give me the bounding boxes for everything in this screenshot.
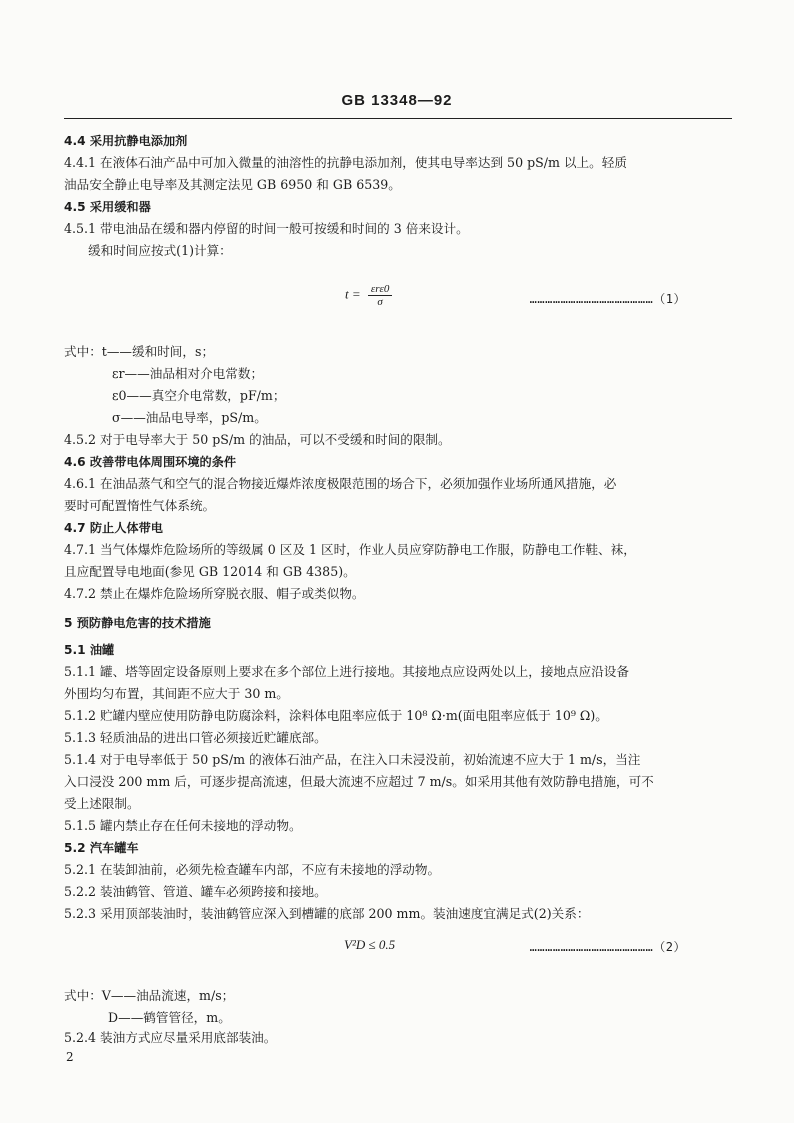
paragraph-line: 油品安全静止电导率及其测定法见 GB 6950 和 GB 6539。 [64,177,401,192]
formula-1-denominator: σ [377,296,383,308]
formula-1-lhs: t = [345,286,361,302]
paragraph-line: 5.1.2 贮罐内壁应使用防静电防腐涂料，涂料体电阻率应低于 10⁸ Ω·m(面电阻率应低于 10⁹ Ω)。 [64,708,608,723]
paragraph-line: 4.6.1 在油品蒸气和空气的混合物接近爆炸浓度极限范围的场合下，必须加强作业场所通风措施，必 [64,476,617,491]
paragraph-line: 入口浸没 200 mm 后，可逐步提高流速，但最大流速不应超过 7 m/s。如采用其他有效防静电措施，可不 [64,774,654,789]
formula-2-number: …………………………………………（2） [529,940,686,954]
paragraph-line: 5.2.4 装油方式应尽量采用底部装油。 [64,1030,277,1045]
paragraph-line: 受上述限制。 [64,796,140,811]
paragraph-line: 5.1.5 罐内禁止存在任何未接地的浮动物。 [64,818,302,833]
standard-header: GB 13348—92 [341,92,453,109]
where-label [64,342,732,362]
section-5-2-heading: 5.2 汽车罐车 [64,841,139,855]
where-prefix: 式中： [64,988,102,1003]
where-prefix: 式中： [64,344,102,359]
formula-2: V²D ≤ 0.5 [344,937,396,952]
formula-1 [345,283,392,308]
header-rule [64,118,732,119]
paragraph-line: 4.5.1 带电油品在缓和器内停留的时间一般可按缓和时间的 3 倍来设计。 [64,221,469,236]
formula-1-fraction [368,283,392,308]
formula-1-numerator: εrε0 [368,283,392,296]
paragraph-line: 外围均匀布置，其间距不应大于 30 m。 [64,686,289,701]
paragraph-line: 5.1.4 对于电导率低于 50 pS/m 的液体石油产品，在注入口未浸没前，初始流速不应大于 1 m/s，当注 [64,752,641,767]
paragraph-line: 5.1.3 轻质油品的进出口管必须接近贮罐底部。 [64,730,327,745]
symbol-t-definition: t——缓和时间，s； [101,344,215,359]
section-5-1-heading: 5.1 油罐 [64,643,115,657]
paragraph-line: 缓和时间应按式(1)计算： [88,243,232,258]
paragraph-line: 5.2.1 在装卸油前，必须先检查罐车内部，不应有未接地的浮动物。 [64,862,441,877]
symbol-sigma-definition: σ——油品电导率，pS/m。 [112,410,267,425]
paragraph-line: 4.4.1 在液体石油产品中可加入微量的油溶性的抗静电添加剂，使其电导率达到 50 pS/m 以上。轻质 [64,155,627,170]
chapter-5-heading: 5 预防静电危害的技术措施 [64,616,211,630]
where-label [64,986,732,1006]
section-4-7-heading: 4.7 防止人体带电 [64,521,163,535]
symbol-epsilon-0-definition: ε0——真空介电常数，pF/m； [112,388,286,403]
paragraph-line: 5.1.1 罐、塔等固定设备原则上要求在多个部位上进行接地。其接地点应设两处以上，接地点应沿设备 [64,664,629,679]
symbol-epsilon-r-definition: εr——油品相对介电常数； [112,366,264,381]
symbol-v-definition: V——油品流速，m/s； [101,988,235,1003]
paragraph-line: 要时可配置惰性气体系统。 [64,498,216,513]
page-number: 2 [66,1050,74,1064]
paragraph-line: 4.7.2 禁止在爆炸危险场所穿脱衣服、帽子或类似物。 [64,586,365,601]
paragraph-line: 4.7.1 当气体爆炸危险场所的等级属 0 区及 1 区时，作业人员应穿防静电工作服，防静电工作鞋、袜， [64,542,636,557]
section-4-5-heading: 4.5 采用缓和器 [64,200,151,214]
paragraph-line: 4.5.2 对于电导率大于 50 pS/m 的油品，可以不受缓和时间的限制。 [64,432,451,447]
section-4-4-heading: 4.4 采用抗静电添加剂 [64,134,188,148]
paragraph-line: 5.2.3 采用顶部装油时，装油鹤管应深入到槽罐的底部 200 mm。装油速度宜满足式(2)关系： [64,906,590,921]
formula-1-number: …………………………………………（1） [529,292,686,306]
paragraph-line: 且应配置导电地面(参见 GB 12014 和 GB 4385)。 [64,564,356,579]
paragraph-line: 5.2.2 装油鹤管、管道、罐车必须跨接和接地。 [64,884,327,899]
section-4-6-heading: 4.6 改善带电体周围环境的条件 [64,455,237,469]
symbol-d-definition: D——鹤管管径，m。 [108,1010,231,1025]
